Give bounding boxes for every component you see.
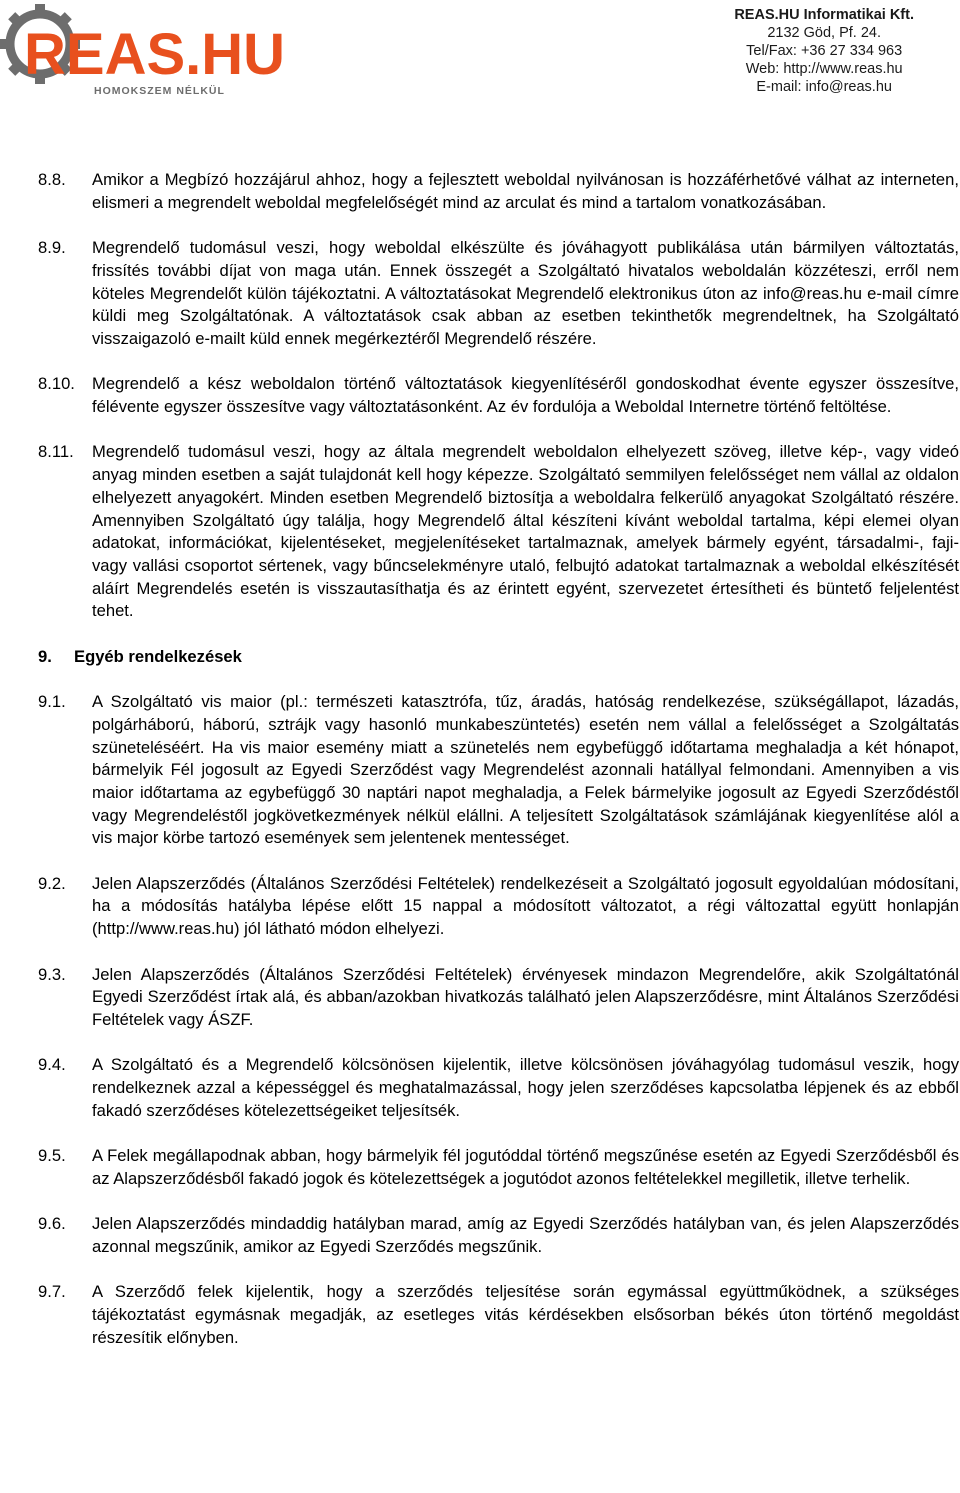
section-title: Egyéb rendelkezések bbox=[74, 646, 242, 666]
company-address: 2132 Göd, Pf. 24. bbox=[767, 25, 881, 41]
clause-text: Jelen Alapszerződés mindaddig hatályban marad, amíg az Egyedi Szerződés hatályban van, és jelen Alapszerződés azonnal megszűnik, amikor az Egyedi Szerződés megszűnik. bbox=[92, 1214, 959, 1256]
clause-9-7 bbox=[38, 1281, 959, 1349]
company-web: Web: http://www.reas.hu bbox=[745, 61, 903, 77]
company-name: REAS.HU Informatikai Kft. bbox=[734, 7, 914, 23]
company-telfax: Tel/Fax: +36 27 334 963 bbox=[746, 43, 903, 59]
clause-9-1 bbox=[38, 691, 959, 850]
section-number: 9. bbox=[38, 646, 52, 666]
document-body bbox=[38, 169, 959, 1372]
clause-9-3 bbox=[38, 964, 959, 1032]
clause-8-11 bbox=[38, 441, 959, 623]
clause-8-10 bbox=[38, 373, 959, 418]
clause-text: Megrendelő a kész weboldalon történő változtatások kiegyenlítéséről gondoskodhat évente egyszer összesítve, félévente egyszer összesítve vagy változtatásonként. Az év fordulója a Weboldal Internetre történő feltöltése. bbox=[92, 374, 959, 416]
clause-text: A Felek megállapodnak abban, hogy bármelyik fél jogutóddal történő megszűnése esetén az Egyedi Szerződésből és az Alapszerződésből fakadó jogok és kötelezettségek a jogutódot azonos feltételekkel megilletik, illetve terhelik. bbox=[92, 1146, 959, 1188]
section-heading bbox=[38, 646, 959, 669]
clause-text: Megrendelő tudomásul veszi, hogy az általa megrendelt weboldalon elhelyezett szöveg, illetve kép-, vagy videó anyag minden esetben a saját tulajdonát kell hogy képezze. Szolgáltató semmilyen felelősséget nem vállal az oldalon elhelyezett anyagokért. Minden esetben Megrendelő biztosítja a weboldalra felkerülő anyagokat Szolgáltató részére. Amennyiben Szolgáltató úgy találja, hogy Megrendelő által készíteni kívánt weboldal tartalma, képi elemei olyan adatokat, információkat, kijelentéseket, megjelenítéseket tartalmaznak, amelyek bármely egyént, társadalmi-, faji- vagy vallási csoportot sértenek, vagy bűncselekményre utaló, felbujtó adatokat tartalmaznak a weboldal elkészítését aláírt Megrendelés esetén is visszautasíthatja és az érintett egyént, szervezetet értesítheti és büntető feljelentést tehet. bbox=[92, 442, 959, 621]
clause-number: 9.5. bbox=[38, 1146, 66, 1166]
clause-8-9 bbox=[38, 237, 959, 351]
clause-text: Amikor a Megbízó hozzájárul ahhoz, hogy a fejlesztett weboldal nyilvánosan is hozzáférhetővé válhat az interneten, elismeri a megrendelt weboldal megfelelőségét mind az arculat és mind a tartalom vonatkozásában. bbox=[92, 170, 959, 212]
clause-text: A Szerződő felek kijelentik, hogy a szerződés teljesítése során egymással együttműködnek, a szükséges tájékoztatást egymásnak megadják, az esetleges vitás kérdésekben elsősorban békés úton történő megoldást részesítik előnyben. bbox=[92, 1282, 959, 1347]
clause-text: Jelen Alapszerződés (Általános Szerződési Feltételek) érvényesek mindazon Megrendelőre, akik Szolgáltatónál Egyedi Szerződést írtak alá, és abban/azokban hivatkozás található jelen Alapszerződésre, mint Általános Szerződési Feltételek vagy ÁSZF. bbox=[92, 964, 959, 1029]
company-info bbox=[734, 6, 914, 96]
clause-text: Megrendelő tudomásul veszi, hogy weboldal elkészülte és jóváhagyott publikálása után bármilyen változtatás, frissítés további díjat von maga után. Ennek összegét a Szolgáltató hivatalos weboldalán közzéteszi, erről nem köteles Megrendelőt külön tájékoztatni. A változtatásokat Megrendelő elektronikus úton az info@reas.hu e-mail címre küldi meg Szolgáltatónak. A változtatások csak abban az esetben tekinthetők megrendeltnek, ha Szolgáltató visszaigazoló e-mailt küld ennek megérkeztéről Megrendelő részére. bbox=[92, 238, 959, 348]
company-email: E-mail: info@reas.hu bbox=[756, 79, 892, 95]
clause-number: 8.9. bbox=[38, 238, 66, 258]
clause-number: 9.6. bbox=[38, 1214, 66, 1234]
logo-wordmark: REAS.HU bbox=[24, 22, 286, 87]
clause-9-4 bbox=[38, 1054, 959, 1122]
clause-number: 9.2. bbox=[38, 873, 66, 893]
clause-number: 8.11. bbox=[38, 442, 74, 462]
clause-9-6 bbox=[38, 1213, 959, 1258]
clause-text: A Szolgáltató és a Megrendelő kölcsönösen kijelentik, illetve kölcsönösen jóváhagyólag tudomásul veszik, hogy rendelkeznek azzal a képességgel és meghatalmazással, hogy jelen szerződéses kapcsolatba lépjenek és az ebből fakadó szerződéses kötelezettségeiket teljesítsék. bbox=[92, 1055, 959, 1120]
clause-text: Jelen Alapszerződés (Általános Szerződési Feltételek) rendelkezéseit a Szolgáltató jogosult egyoldalúan módosítani, ha a módosítás hatályba lépése előtt 15 nappal a módosított változatot, a régi változattal együtt honlapján (http://www.reas.hu) jól látható módon elhelyezi. bbox=[92, 873, 959, 939]
clause-number: 8.8. bbox=[38, 170, 66, 189]
clause-number: 9.3. bbox=[38, 964, 66, 984]
clause-9-2 bbox=[38, 873, 959, 941]
clause-number: 8.10. bbox=[38, 374, 75, 394]
clause-9-5 bbox=[38, 1145, 959, 1190]
page-header bbox=[0, 0, 960, 110]
clause-text: A Szolgáltató vis maior (pl.: természeti katasztrófa, tűz, áradás, hatóság rendelkezése, szükségállapot, lázadás, polgárháború, háború, sztrájk vagy hasonló munkabeszüntetés) esetén nem vállal a felelősséget a Szolgáltatás szüneteléséért. Ha vis maior esemény miatt a szünetelés nem egybefüggő időtartama meghaladja a két hónapot, bármelyik Fél jogosult az Egyedi Szerződést vagy Megrendelést azonnali hatállyal felmondani. Amennyiben a vis maior időtartama az egybefüggő 30 naptári napot meghaladja, a Felek bármelyike jogosult az Egyedi Szerződéstől vagy Megrendeléstől jogkövetkezmények nélkül elállni. A teljesített Szolgáltatások számlájának kiegyenlítése alól a vis major körbe tartozó események sem jelentenek mentességet. bbox=[92, 692, 959, 848]
clause-number: 9.1. bbox=[38, 692, 66, 712]
company-logo bbox=[2, 2, 286, 102]
clause-number: 9.4. bbox=[38, 1055, 66, 1075]
logo-tagline: HOMOKSZEM NÉLKÜL bbox=[94, 85, 225, 97]
clause-number: 9.7. bbox=[38, 1282, 66, 1302]
clause-8-8 bbox=[38, 169, 959, 214]
